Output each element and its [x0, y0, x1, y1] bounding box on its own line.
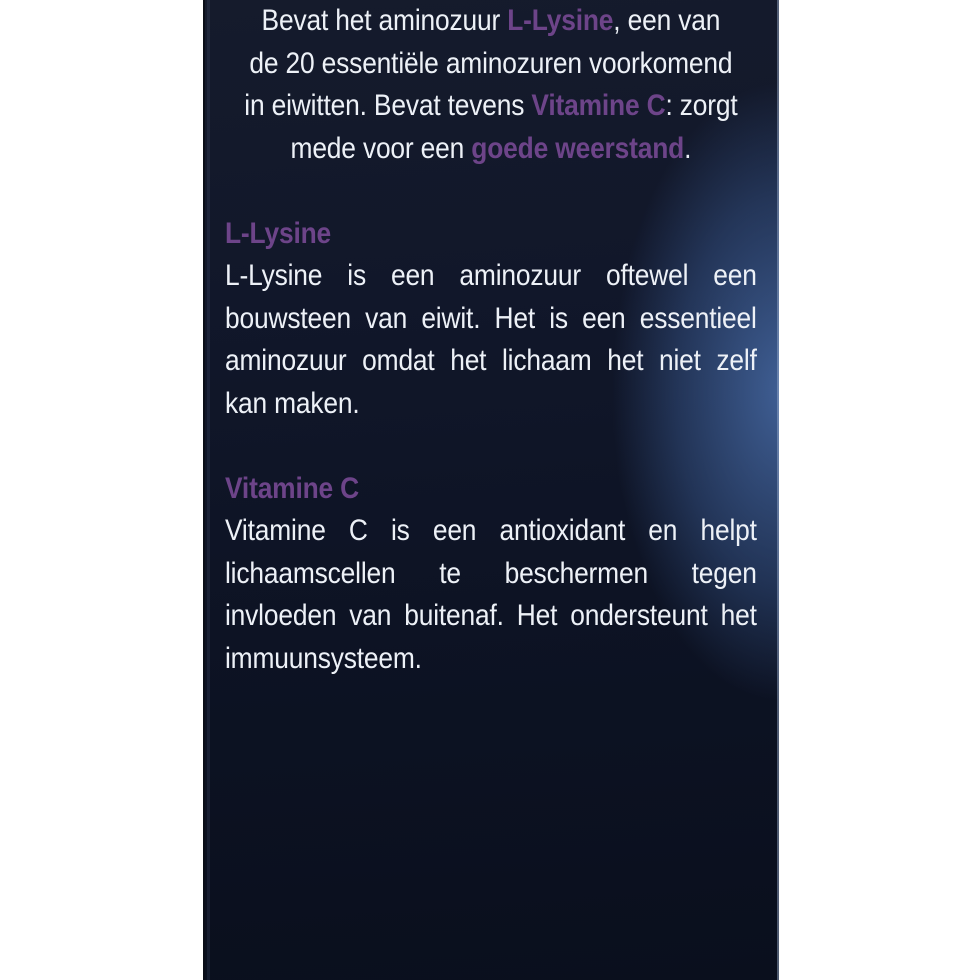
- section-l-lysine: [225, 213, 757, 426]
- body-line: bouwsteen van eiwit. Het is een essentieel: [225, 301, 757, 335]
- section-vitamine-c: [225, 468, 757, 681]
- body-line: kan maken.: [225, 386, 360, 420]
- intro-text: : zorgt: [665, 89, 738, 122]
- intro-text: .: [684, 131, 692, 165]
- body-line: invloeden van buitenaf. Het ondersteunt het: [225, 599, 757, 632]
- intro-text: in eiwitten. Bevat tevens: [244, 89, 532, 122]
- intro-text: , een van: [613, 4, 721, 37]
- highlight-l-lysine: L-Lysine: [507, 4, 614, 37]
- intro-line: [225, 85, 757, 128]
- panel-text-column: [225, 0, 757, 680]
- product-info-panel: [203, 0, 779, 980]
- intro-line: [225, 0, 757, 43]
- intro-text: mede voor een: [290, 131, 472, 165]
- intro-text: Bevat het aminozuur: [261, 4, 508, 37]
- intro-line: [225, 43, 757, 86]
- intro-paragraph: [225, 0, 757, 170]
- body-line: lichaamscellen te beschermen tegen: [225, 556, 757, 590]
- section-heading: Vitamine C: [225, 471, 360, 505]
- body-line: immuunsysteem.: [225, 641, 422, 675]
- body-line: Vitamine C is een antioxidant en helpt: [225, 514, 757, 547]
- highlight-goede-weerstand: goede weerstand: [471, 131, 685, 165]
- section-heading: L-Lysine: [225, 216, 332, 250]
- highlight-vitamine-c: Vitamine C: [531, 89, 666, 122]
- intro-text: de 20 essentiële aminozuren voorkomend: [249, 46, 733, 80]
- intro-line: [225, 128, 757, 171]
- body-line: L-Lysine is een aminozuur oftewel een: [225, 259, 757, 292]
- body-line: aminozuur omdat het lichaam het niet zelf: [225, 344, 757, 377]
